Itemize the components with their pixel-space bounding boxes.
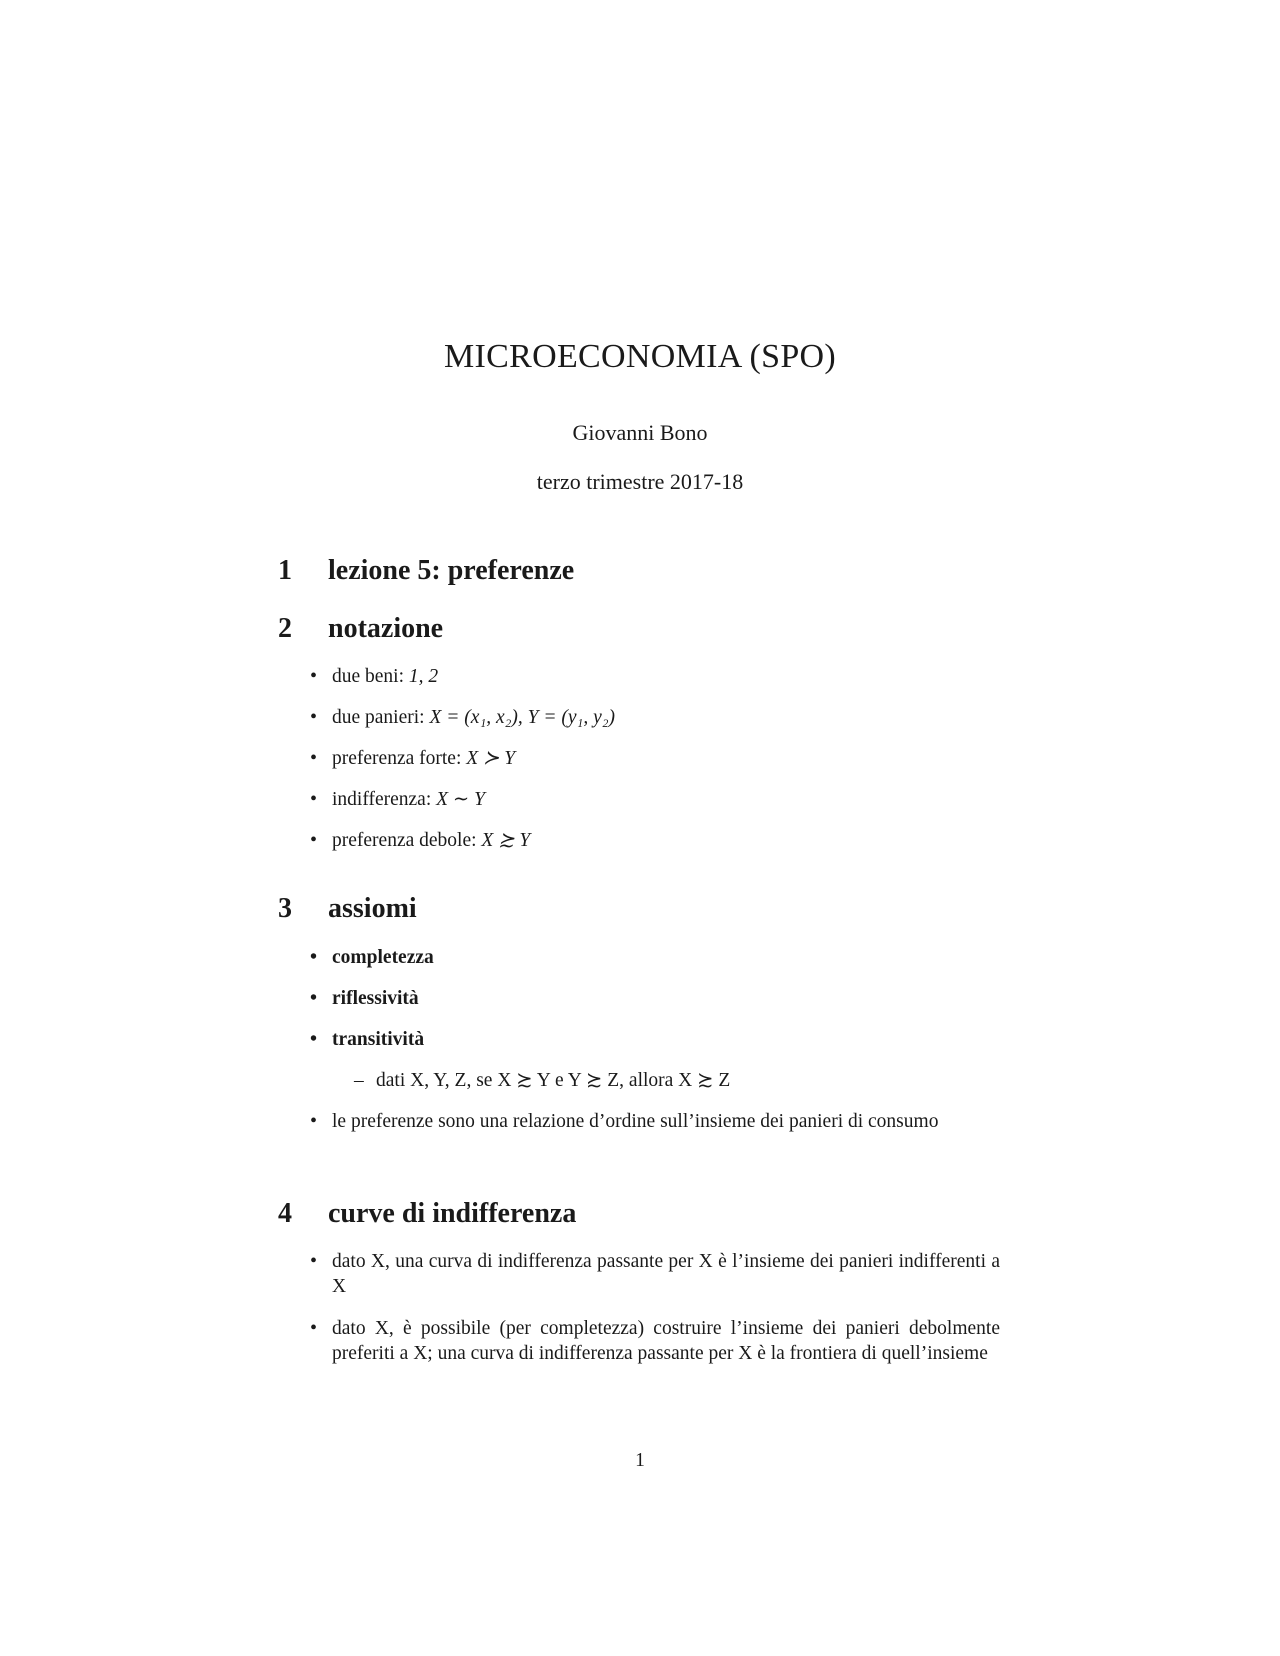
item-text: dato X, una curva di indifferenza passante per X è l’insieme dei panieri indifferenti a X	[332, 1251, 1000, 1297]
bullet-icon: •	[310, 987, 318, 1009]
section-heading-4	[278, 1198, 576, 1230]
section-number: 3	[278, 893, 292, 924]
item-label: due panieri:	[332, 707, 425, 728]
list-item	[310, 664, 438, 689]
item-text: dato X, è possibile (per completezza) costruire l’insieme dei panieri debolmente preferiti a X; una curva di indifferenza passante per X è la frontiera di quell’insieme	[332, 1318, 1000, 1364]
bullet-icon: •	[310, 1028, 318, 1050]
item-math: X ∼ Y	[436, 789, 485, 810]
item-math: X ≿ Y	[481, 830, 531, 851]
list-item	[310, 705, 615, 730]
item-label: preferenza debole:	[332, 830, 477, 851]
document-author: Giovanni Bono	[572, 420, 708, 445]
bullet-icon: •	[310, 1110, 318, 1132]
section-title: lezione 5: preferenze	[328, 555, 575, 586]
sub-item-text: dati X, Y, Z, se X ≿ Y e Y ≿ Z, allora X ≿ Z	[376, 1070, 731, 1091]
item-label: completezza	[332, 947, 434, 968]
item-math: X ≻ Y	[466, 748, 516, 769]
item-math: 1, 2	[408, 666, 439, 687]
list-item	[310, 746, 515, 771]
document-title: MICROECONOMIA (SPO)	[443, 338, 837, 375]
item-label: preferenza forte:	[332, 748, 462, 769]
bullet-icon: •	[310, 946, 318, 968]
section-title: assiomi	[328, 893, 417, 924]
bullet-icon: •	[310, 1317, 318, 1339]
list-item	[310, 1109, 1000, 1134]
section-heading-3	[278, 893, 417, 925]
item-label: due beni:	[332, 666, 405, 687]
section-number: 1	[278, 555, 292, 586]
item-label: riflessività	[332, 988, 419, 1009]
bullet-icon: •	[310, 1250, 318, 1272]
item-label: indifferenza:	[332, 789, 432, 810]
list-item	[310, 828, 530, 853]
item-label: transitività	[332, 1029, 425, 1050]
item-math: X = (x₁, x₂), Y = (y₁, y₂)	[429, 707, 616, 728]
bullet-icon: •	[310, 665, 318, 687]
sub-list-item	[354, 1068, 730, 1092]
list-item	[310, 1249, 1000, 1299]
bullet-icon: •	[310, 706, 318, 728]
bullet-icon: •	[310, 788, 318, 810]
list-item	[310, 986, 419, 1011]
section-heading-2	[278, 613, 443, 645]
section-title: notazione	[328, 613, 444, 644]
bullet-icon: •	[310, 747, 318, 769]
list-item	[310, 1316, 1000, 1366]
section-heading-1	[278, 555, 574, 587]
bullet-icon: •	[310, 829, 318, 851]
page-number: 1	[635, 1450, 645, 1471]
section-number: 4	[278, 1198, 292, 1229]
list-item	[310, 787, 485, 812]
section-number: 2	[278, 613, 292, 644]
dash-icon: –	[354, 1070, 364, 1091]
list-item	[310, 945, 434, 970]
document-date: terzo trimestre 2017-18	[536, 469, 744, 494]
list-item	[310, 1027, 424, 1052]
item-text: le preferenze sono una relazione d’ordine sull’insieme dei panieri di consumo	[332, 1111, 939, 1132]
section-title: curve di indifferenza	[328, 1198, 577, 1229]
